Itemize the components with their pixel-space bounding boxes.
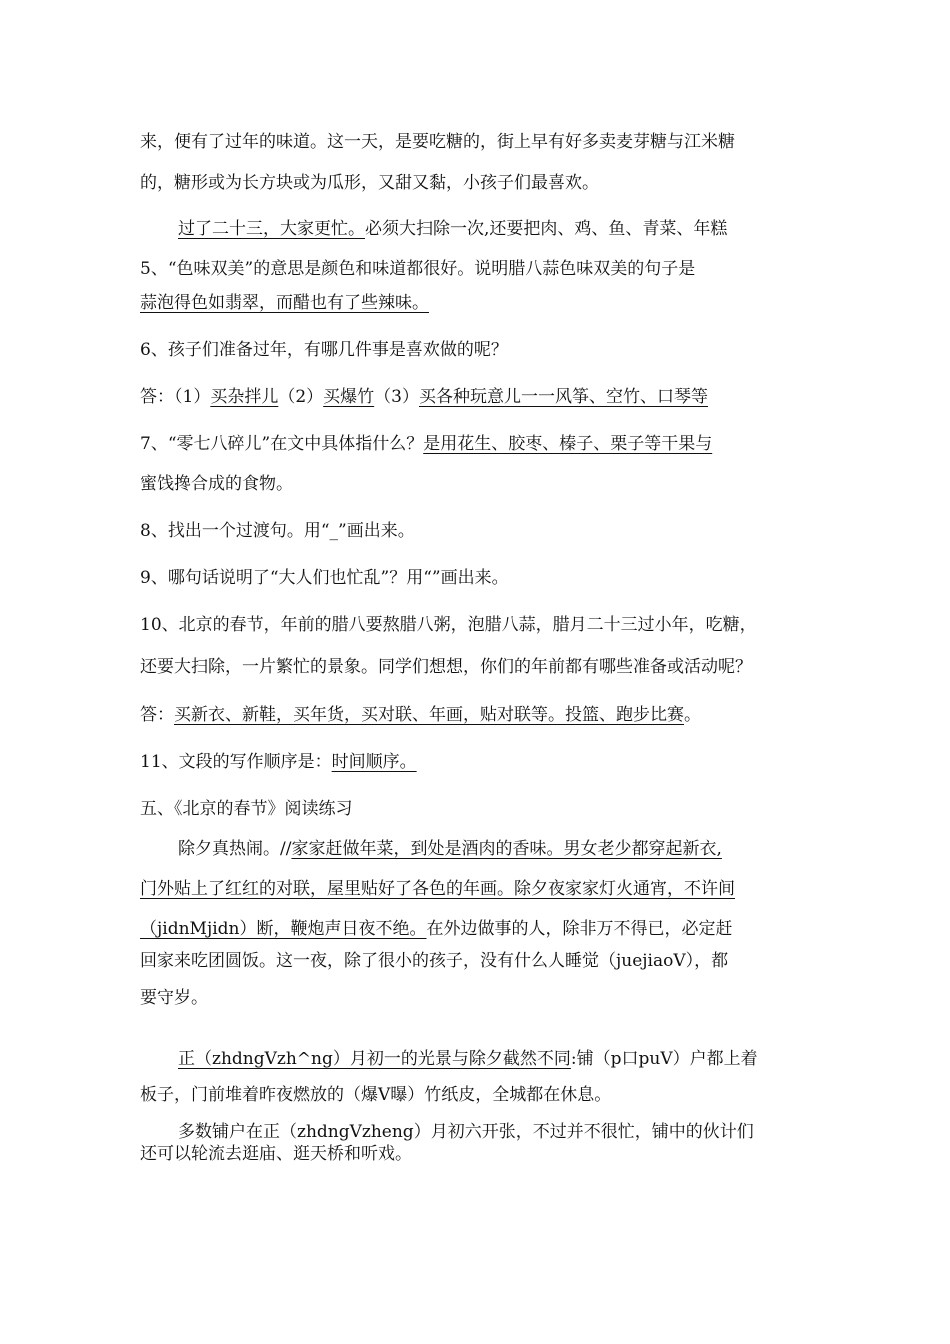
underlined-answer: 买新衣、新鞋，买年货，买对联、年画，贴对联等。投篮、跑步比赛 xyxy=(174,705,684,725)
text-span: （3） xyxy=(374,387,419,407)
passage-line: 要守岁。 xyxy=(140,988,208,1008)
passage-line: 还可以轮流去逛庙、逛天桥和听戏。 xyxy=(140,1144,412,1164)
underlined-phrase: 门外贴上了红红的对联，屋里贴好了各色的年画。除夕夜家家灯火通宵，不许间 xyxy=(140,879,735,899)
answer-10 xyxy=(140,704,701,726)
passage-line xyxy=(140,878,735,900)
question-text: 11、文段的写作顺序是： xyxy=(140,752,332,772)
question-text: 7、“零七八碎儿”在文中具体指什么？ xyxy=(140,434,424,454)
question-6: 6、孩子们准备过年，有哪几件事是喜欢做的呢？ xyxy=(140,340,508,360)
underlined-phrase: 正（zhdngVzh^ng）月初一的光景与除夕截然不同 xyxy=(178,1049,571,1069)
text-span: 。 xyxy=(684,705,701,725)
underlined-answer: 时间顺序。 xyxy=(331,752,417,772)
answer-prefix: 答：（1） xyxy=(140,387,211,407)
answer-6 xyxy=(140,386,708,408)
text-span: 除夕真热闹。// xyxy=(178,839,292,859)
section-heading: 五、《北京的春节》阅读练习 xyxy=(140,799,353,819)
passage-line xyxy=(140,918,732,940)
text-span: （2） xyxy=(278,387,324,407)
underlined-answer: 是用花生、胶枣、榛子、栗子等干果与 xyxy=(423,434,713,454)
underlined-phrase: （jidnMjidn）断，鞭炮声日夜不绝。 xyxy=(140,919,427,939)
question-10-continued: 还要大扫除，一片繁忙的景象。同学们想想，你们的年前都有哪些准备或活动呢？ xyxy=(140,657,752,677)
text-span: 在外边做事的人，除非万不得已，必定赶 xyxy=(426,919,733,939)
passage-line xyxy=(178,1048,758,1070)
underlined-phrase: 家家赶做年菜，到处是酒肉的香味。男女老少都穿起新衣, xyxy=(291,839,722,859)
underlined-phrase: 过了二十三，大家更忙。 xyxy=(178,219,365,239)
underlined-answer: 买各种玩意儿一一风筝、空竹、口琴等 xyxy=(418,387,708,407)
answer-5 xyxy=(140,292,429,314)
passage-line: 多数铺户在正（zhdngVzheng）月初六开张，不过并不很忙，铺中的伙计们 xyxy=(178,1122,754,1142)
underlined-answer: 蒜泡得色如翡翠，而醋也有了些辣味。 xyxy=(140,293,429,313)
paragraph-line: 的，糖形或为长方块或为瓜形，又甜又黏，小孩子们最喜欢。 xyxy=(140,173,599,193)
paragraph-line: 来，便有了过年的味道。这一天，是要吃糖的，街上早有好多卖麦芽糖与江米糖 xyxy=(140,132,735,152)
question-11 xyxy=(140,751,417,773)
question-10: 10、北京的春节，年前的腊八要熬腊八粥，泡腊八蒜，腊月二十三过小年，吃糖， xyxy=(140,615,757,635)
answer-7-continued: 蜜饯搀合成的食物。 xyxy=(140,474,293,494)
text-span: 必须大扫除一次,还要把肉、鸡、鱼、青菜、年糕 xyxy=(365,219,728,239)
passage-line xyxy=(178,838,722,860)
passage-line: 板子，门前堆着昨夜燃放的（爆Ⅴ曝）竹纸皮，全城都在休息。 xyxy=(140,1085,612,1105)
question-5: 5、“色味双美”的意思是颜色和味道都很好。说明腊八蒜色味双美的句子是 xyxy=(140,259,696,279)
question-9: 9、哪句话说明了“大人们也忙乱”？用“”画出来。 xyxy=(140,568,509,588)
underlined-answer: 买爆竹 xyxy=(323,387,375,407)
passage-line: 回家来吃团圆饭。这一夜，除了很小的孩子，没有什么人睡觉（juejiaoV），都 xyxy=(140,951,729,971)
question-8: 8、找出一个过渡句。用“_”画出来。 xyxy=(140,521,415,541)
text-span: :铺（p口puV）户都上着 xyxy=(570,1049,758,1069)
paragraph-line xyxy=(178,218,727,240)
underlined-answer: 买杂拌儿 xyxy=(210,387,279,407)
answer-prefix: 答： xyxy=(140,705,174,725)
question-7 xyxy=(140,433,712,455)
